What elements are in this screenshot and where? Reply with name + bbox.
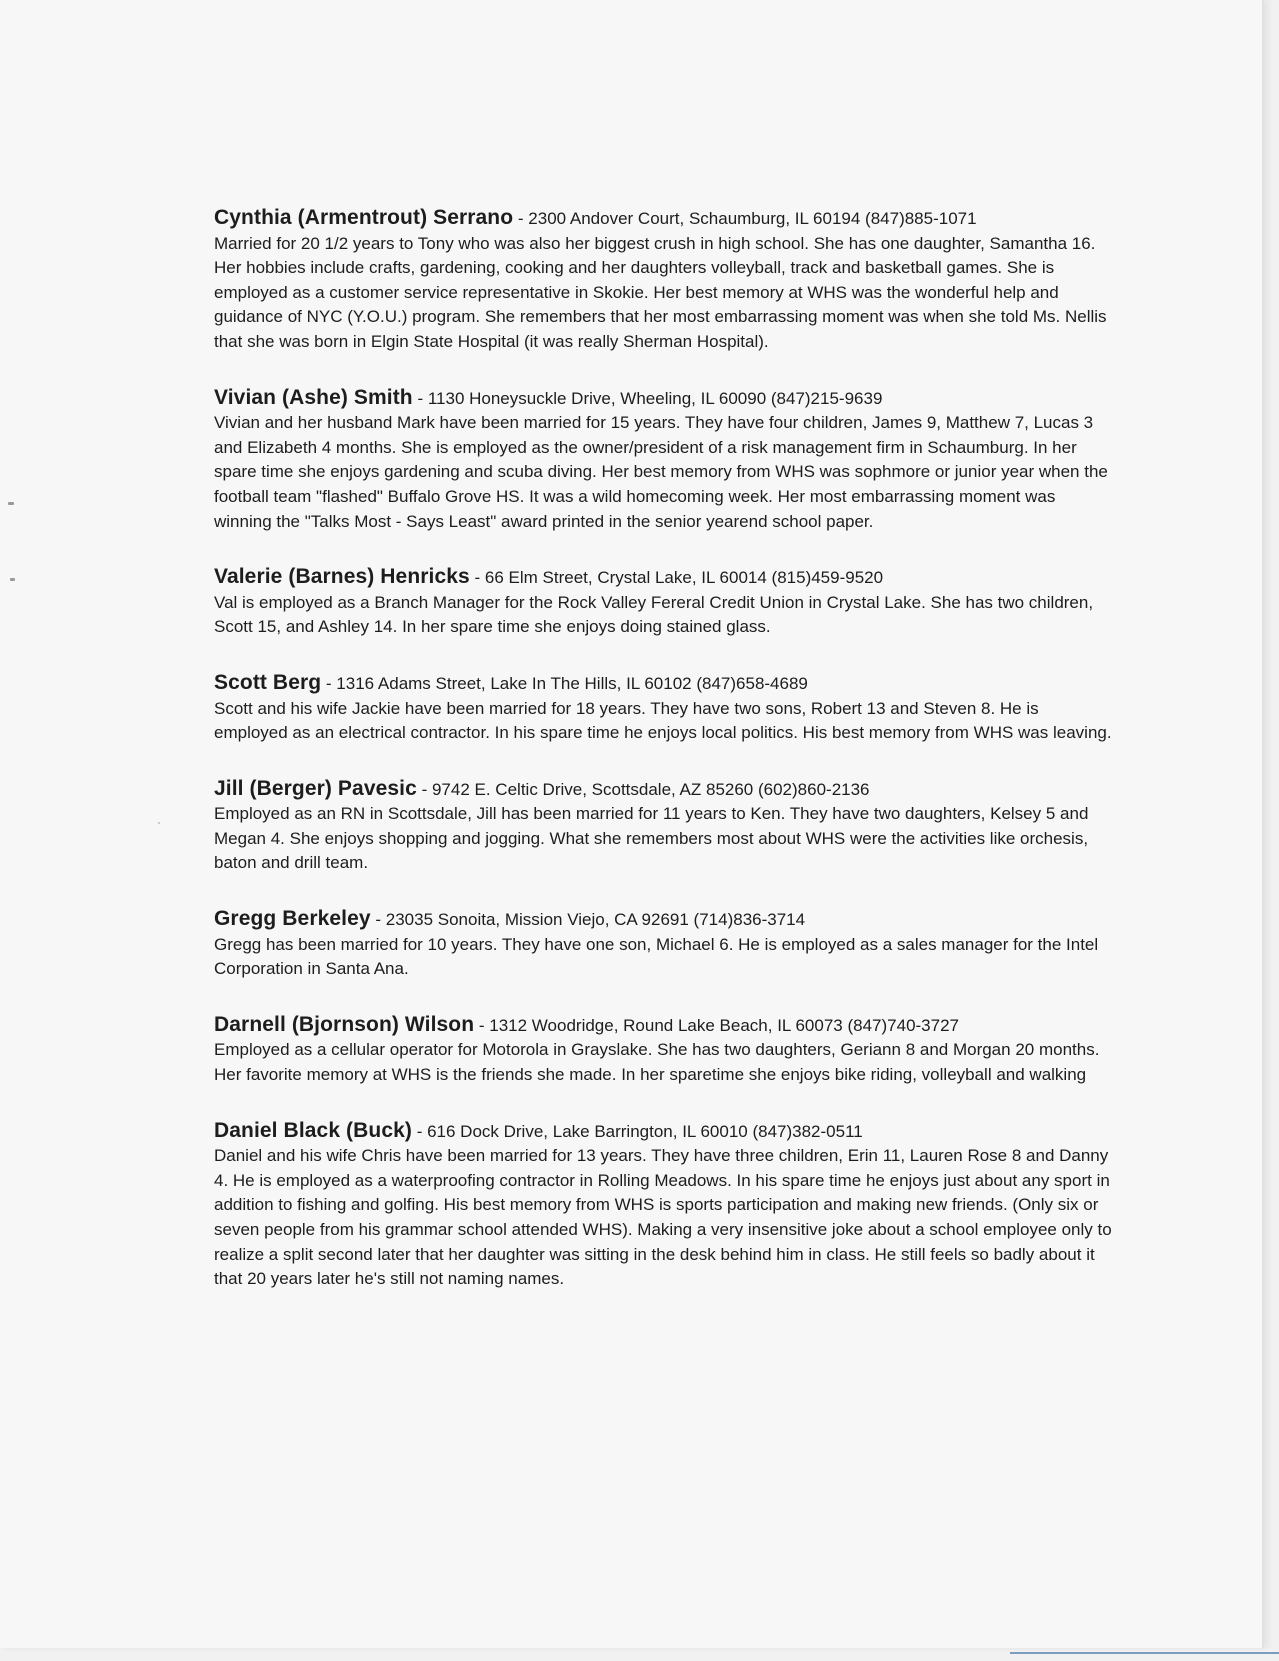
alumni-entries <box>214 206 1114 1323</box>
entry-name: Vivian (Ashe) Smith <box>214 385 413 409</box>
entry-bio: Married for 20 1/2 years to Tony who was also her biggest crush in high school. She has one daughter, Samantha 16. Her hobbies include crafts, gardening, cooking and her daughters volleyball, track and basketball games. She is employed as a customer service representative in Skokie. Her best memory at WHS was the wonderful help and guidance of NYC (Y.O.U.) program. She remembers that her most embarrassing moment was when she told Ms. Nellis that she was born in Elgin State Hospital (it was really Sherman Hospital). <box>214 233 1107 351</box>
alumni-entry <box>214 907 1114 982</box>
entry-contact: - 66 Elm Street, Crystal Lake, IL 60014 (815)459-9520 <box>469 568 884 588</box>
alumni-entry <box>214 386 1114 535</box>
entry-contact: - 23035 Sonoita, Mission Viejo, CA 92691 (714)836-3714 <box>370 910 806 930</box>
scan-mark <box>8 502 14 505</box>
alumni-entry <box>214 777 1114 876</box>
entry-name: Jill (Berger) Pavesic <box>214 776 417 800</box>
entry-bio: Employed as a cellular operator for Motorola in Grayslake. She has two daughters, Geriann 8 and Morgan 20 months. Her favorite memory at WHS is the friends she made. In her sparetime she enjoys bike riding, volleyball and walking <box>214 1040 1100 1085</box>
entry-name: Valerie (Barnes) Henricks <box>214 565 470 589</box>
alumni-entry <box>214 1119 1114 1292</box>
entry-contact: - 1316 Adams Street, Lake In The Hills, IL 60102 (847)658-4689 <box>321 673 808 693</box>
scan-mark <box>158 822 160 824</box>
entry-contact: - 2300 Andover Court, Schaumburg, IL 60194 (847)885-1071 <box>513 209 977 228</box>
entry-contact: - 1130 Honeysuckle Drive, Wheeling, IL 60090 (847)215-9639 <box>412 388 883 408</box>
entry-contact: - 9742 E. Celtic Drive, Scottsdale, AZ 85260 (602)860-2136 <box>416 779 870 799</box>
entry-name: Gregg Berkeley <box>214 907 371 931</box>
alumni-entry <box>214 565 1114 640</box>
entry-contact: - 616 Dock Drive, Lake Barrington, IL 60010 (847)382-0511 <box>411 1121 863 1141</box>
alumni-entry <box>214 206 1114 355</box>
alumni-entry <box>214 671 1114 746</box>
page-edge-line <box>1010 1652 1279 1654</box>
entry-contact: - 1312 Woodridge, Round Lake Beach, IL 60073 (847)740-3727 <box>474 1015 960 1035</box>
entry-bio: Daniel and his wife Chris have been married for 13 years. They have three children, Erin 11, Lauren Rose 8 and Danny 4. He is employed as a waterproofing contractor in Rolling Meadows. In his spare time he enjoys just about any sport in addition to fishing and golfing. His best memory from WHS is sports participation and making new friends. (Only six or seven people from his grammar school attended WHS). Making a very insensitive joke about a school employee only to realize a split second later that her daughter was sitting in the desk behind him in class. He still feels so badly about it that 20 years later he's still not naming names. <box>214 1146 1112 1289</box>
entry-name: Darnell (Bjornson) Wilson <box>214 1012 475 1036</box>
entry-name: Daniel Black (Buck) <box>214 1118 412 1142</box>
entry-bio: Employed as an RN in Scottsdale, Jill has been married for 11 years to Ken. They have two daughters, Kelsey 5 and Megan 4. She enjoys shopping and jogging. What she remembers most about WHS were the activities like orchesis, baton and drill team. <box>214 804 1089 873</box>
entry-bio: Val is employed as a Branch Manager for the Rock Valley Fereral Credit Union in Crystal Lake. She has two children, Scott 15, and Ashley 14. In her spare time she enjoys doing stained glass. <box>214 592 1094 637</box>
entry-bio: Vivian and her husband Mark have been married for 15 years. They have four children, James 9, Matthew 7, Lucas 3 and Elizabeth 4 months. She is employed as the owner/president of a risk management firm in Schaumburg. In her spare time she enjoys gardening and scuba diving. Her best memory from WHS was sophmore or junior year when the football team "flashed" Buffalo Grove HS. It was a wild homecoming week. Her most embarrassing moment was winning the "Talks Most - Says Least" award printed in the senior yearend school paper. <box>214 413 1108 531</box>
entry-name: Scott Berg <box>214 670 322 694</box>
alumni-entry <box>214 1013 1114 1088</box>
entry-bio: Scott and his wife Jackie have been married for 18 years. They have two sons, Robert 13 and Steven 8. He is employed as an electrical contractor. In his spare time he enjoys local politics. His best memory from WHS was leaving. <box>214 698 1112 743</box>
entry-name: Cynthia (Armentrout) Serrano <box>214 206 514 229</box>
entry-bio: Gregg has been married for 10 years. They have one son, Michael 6. He is employed as a sales manager for the Intel Corporation in Santa Ana. <box>214 934 1099 979</box>
scan-mark <box>10 578 15 581</box>
